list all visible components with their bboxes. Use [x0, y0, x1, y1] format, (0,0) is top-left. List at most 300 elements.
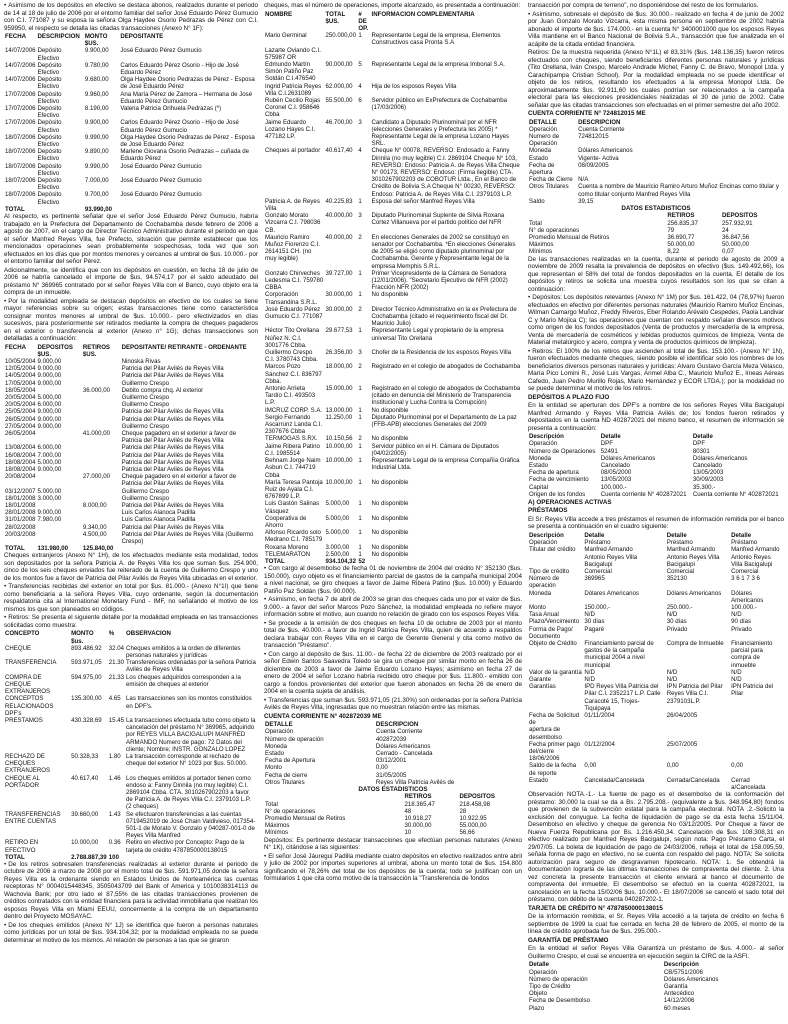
table-cell: 0,00 — [731, 762, 743, 770]
table-cell: Representante Legal de la empresa, Elementos Constructivos casa Pronta S.A — [371, 32, 501, 47]
table-cell: 3.000,00 — [37, 494, 62, 502]
table-cell: DPF — [692, 440, 706, 448]
table-cell: Privado — [666, 625, 688, 633]
column-1 — [4, 2, 258, 1022]
table-cell: 218.458,98 — [459, 800, 491, 808]
column-header: CONCEPTO — [5, 630, 40, 638]
table-row — [264, 728, 522, 735]
table-cell: Retiro en efectivo por Concepto: Pago de la tarjeta de crédito 4787850000138015 — [126, 839, 245, 854]
table-cell: Cuenta Corriente — [578, 125, 625, 133]
table-cell: Mínimos — [529, 248, 553, 256]
column-header: DEPOSITOS $US. — [37, 343, 73, 358]
table-row — [528, 983, 784, 990]
table-cell: Corporación Transandina S.R.L. — [265, 291, 318, 306]
table-cell: N/D — [584, 611, 595, 619]
table-cell: Fecha de Cierre — [529, 176, 573, 184]
table-cell: 27.000,00 — [82, 473, 111, 481]
table-cell — [82, 372, 121, 379]
table-row — [528, 220, 784, 227]
table-row — [264, 551, 522, 558]
table-cell: Patricia del Pilar Avilés de Reyes Villa — [121, 444, 224, 452]
table-row — [264, 363, 522, 385]
table-cell: 39,15 — [578, 197, 594, 205]
table-cell — [324, 47, 357, 61]
table-cell: Reyes Villa Patricia Avilés de — [375, 778, 455, 786]
table-cell: En elecciones Generales de 2002 se constituyó en senador por Cochabamba. *En elecciones Generales de 2005 se eligió como diputado plurinominal por Cochabamba. Gerente y Representante legal de la empresa Memphis S.R.L. — [371, 233, 516, 270]
column-header: MONTO $US. — [84, 33, 108, 48]
table-cell: 50.000,00 — [722, 241, 750, 249]
table-cell: 593.971,05 — [71, 659, 102, 667]
paragraph: Retiros: De la muestra requerida (Anexo N°1L) el 83,31% ($us. 148.136,35) fueron retiros efectuados con cheques, siendo beneficiarios diferentes personas naturales y jurídicas (Tito Orellana, Iván Crespo, Marcelo Andrade Michel, Fanny C. de Bravo, Monopol Ltda. y Carachipampa Cristian School). Por la modalidad empleada no se puede identificar el objeto de los retiros, resultando los efectuados a la empresa Monopol Ltda. De aproximadamente $us. 92.911,60 los cuales podrían ser relacionados a la campaña electoral para las elecciones presidenciales realizadas el 30 de junio de 2002. Cabe señalar que las citadas transacciones son efectuadas en el primer semestre del año 2002. — [528, 49, 784, 109]
paragraph: • El señor José Jáuregui Padilla mediante cuatro depósitos en efectivo realizados entre abril y julio de 2002 por importes superiores al umbral, abona un monto total de $us. 154.800 significando el 78,26% del total de los depósitos de la cuenta; todo se justifican con un formularios 1 que cita como motivo de la transacción la "Transferencia de fondos — [264, 853, 522, 883]
table-row — [4, 134, 258, 148]
table-row — [4, 423, 258, 430]
table-cell: 40.617,40 — [325, 147, 353, 155]
table-cell: Depósito Efectivo — [37, 133, 62, 149]
table-cell: Manfred Armando — [731, 546, 780, 554]
table-cell: 218.365,47 — [404, 800, 435, 808]
table-cell: 14/05/2004 — [5, 372, 36, 380]
column-header: DESCRIPCION — [578, 118, 621, 126]
table-cell: Guillermo Crespo C.I. 3780743 Cbba. — [265, 349, 318, 364]
table-cell: 16/08/2004 — [5, 451, 36, 459]
total-label: TOTAL — [5, 853, 25, 861]
total-value: 93.990,00 — [84, 205, 112, 213]
table-cell: 1 — [358, 550, 362, 558]
table-cell: 30/09/2003 — [692, 476, 724, 484]
table-cell: 39.727,00 — [325, 269, 353, 277]
table-cell: Ana María Pérez de Zamora – Hermana de José Eduardo Pérez Gumucio — [120, 90, 253, 105]
table-cell: Fecha de Desembolso — [529, 997, 590, 1005]
table-cell — [82, 358, 121, 365]
table-cell: 1 — [358, 529, 362, 537]
table-row — [4, 177, 258, 191]
table-cell — [82, 365, 121, 372]
table-cell: Dólares Americanos — [692, 454, 748, 462]
table-cell: 40.617,40 — [71, 774, 99, 782]
table-cell: apertura de desembolso — [529, 726, 562, 741]
column-header: DEPOSITOS — [722, 212, 758, 220]
table-cell: Préstamo — [584, 539, 611, 547]
column-header: DEPOSITOS — [459, 793, 495, 801]
table-row — [528, 575, 784, 589]
table-row — [264, 829, 522, 836]
table-cell: Cancelada/Cancelada — [584, 776, 645, 784]
table-cell: CHEQUE — [5, 644, 32, 652]
table-cell: Depósito Efectivo — [37, 119, 62, 134]
table-row — [4, 62, 258, 76]
table-row — [264, 435, 522, 442]
paragraph: • Asimismo, en fecha 7 de abril de 2003 se giran dos cheques cada uno por el valor de $us. 9.000.- a favor del señor Marcos Pozo Sánchez, la modalidad empleada no refiere mayor información sobre el motivo, aun cuando no relación de girado con los esposos Reyes Villa. — [264, 596, 522, 619]
table-row — [4, 430, 258, 444]
table-cell: 2 — [358, 305, 362, 313]
table-cell — [37, 473, 82, 487]
table-row — [528, 183, 784, 197]
section-heading: TARJETA DE CRÉDITO N° 4787850000138015 — [528, 904, 663, 912]
table-row — [528, 755, 784, 762]
table-cell: 2 — [358, 363, 362, 371]
table-cell: 1 — [358, 197, 362, 205]
column-header: DESCRIPCION — [37, 33, 80, 40]
table-cell: Privado — [731, 625, 752, 633]
table-row — [264, 97, 522, 119]
table-cell: 15.000,00 — [325, 385, 353, 393]
table-cell: Candidato a Diputado Plurinominal por el NFR (elecciones Generales y Prefectura les 2005) * Representante Legal de la empresa Lozano Hayes SRL. — [371, 118, 510, 148]
paragraph: Observación NOTA.-1.- La fuente de pago es el desembolso de la conformación del préstamo: 30.000 la cual se da a Bs. 2.795.208.- (equivalente a $us. 348.954,80) fondos que provienen de la subvención estatal para la campaña electoral. NOTA .2.-Solicitó la exclusión del conyugue. La fecha de liquidación de pago se da esta fecha 15/11/04. Desembolso en efectivo y cheque de gerencia No 03/12/2005. Por Cheque a favor de Nueva Fuerza Republicana por Bs. 1.216.450,34. Cancelación de $us. 108.308,31 en efectivo realizado por Manfred Reyes Bacigalupi, según nota: Pago Préstamo Carta, el 29/07/05. La boleta de liquidación de pago de 24/03/2006, refleja el total de 158.095,59, señala forma de pago en efectivo, no se cuenta con respaldo del pago. NOTA: Se solicita autorización para seguro de desgravamen hipotecario. NOTA: 1. Se obtendrá la documentación lograrla de las últimas transacciones de compraventa del cliente. 2. Una vez concreta la presente transacción el cliente enviará al banco el documento de compraventa del inmueble. El desembolso se efectuó en la cuenta 402872021, la cancelación en la fecha 15/02/06 $us. 10.000.- El 18/07/2006 se canceló el sado total del préstamo, con débito de la cuenta 040287202-1. — [528, 791, 784, 904]
table-cell: 35.300.- — [692, 483, 716, 491]
table-row — [264, 443, 522, 457]
table-cell: Hija de los esposos Reyes Villa — [371, 82, 457, 90]
table-cell: Financiamiento parcial de gastos de la campaña municipal 2004 a nivel municipal — [584, 640, 654, 669]
table-cell: 39.660,00 — [71, 810, 99, 818]
table-row — [4, 191, 258, 205]
section-heading: GARANTÍA DE PRÉSTAMO — [528, 936, 609, 944]
table-cell: 6.000,00 — [37, 401, 62, 409]
table-cell: Representante Legal de la empresa Compañía Gráfica Industrial Ltda. — [371, 457, 520, 472]
table-cell: 55.000,00 — [459, 822, 487, 830]
table-cell: 13/08/2004 — [5, 444, 36, 452]
table-row — [528, 133, 784, 147]
table-cell: Marcos Pozo Sánchez C.I. 836797 Cbba. — [265, 363, 322, 385]
table-cell: 40.225,83 — [325, 197, 353, 205]
table-row — [264, 47, 522, 61]
table-cell: 36.847,56 — [722, 234, 750, 242]
table-cell: 26/04/2005 — [666, 712, 698, 720]
table-cell: 9.000,00 — [37, 379, 62, 387]
column-header: FECHA — [5, 343, 26, 351]
table-cell: 10.000,00 — [325, 478, 353, 486]
table-cell: Patricia del Pilar Avilés de Reyes Villa — [121, 502, 224, 510]
table-cell: Patricia del Pilar Avilés de Reyes Villa — [121, 458, 224, 466]
table-cell: Behnam Jorge Naim Asbun C.I. 744719 Cbba — [265, 457, 321, 479]
table-cell: Comercial — [584, 568, 612, 575]
table-row — [4, 105, 258, 119]
table-cell: 13.000,00 — [325, 406, 353, 414]
table-row — [4, 452, 258, 459]
table-row — [264, 757, 522, 764]
paragraph: De la información remitida, el Sr. Reyes Villa accedió a la tarjeta de crédito en fecha 6 septiembre de 1999 la cual fue cerrada en fecha 28 de febrero de 2005, el monto de la línea de crédito aprobada fue de $us. 295.000.- — [528, 913, 784, 936]
table-cell — [82, 509, 121, 516]
table-row — [4, 502, 258, 509]
paragraph: Adicionalmente, se identifica que con los depósitos en cuestión, en fecha 18 de julio de 2006 se habría cancelado el importe de $us. 94.574,17 por el saldo adeudado del préstamo N° 369965 contratado por el señor Reyes Villa con el Banco, cuyo objeto era la compra de un inmueble. — [4, 266, 258, 297]
table-cell: TRANSFERENCIA — [5, 659, 57, 667]
total-value: 2.788.887,39 — [71, 853, 107, 861]
table-row — [528, 741, 784, 755]
column-header: DEPOSITANTE — [120, 33, 164, 40]
table-cell: Patricia del Pilar Avilés de Reyes Villa — [121, 365, 224, 373]
paragraph: Depósitos: Es pertinente destacar transacciones que efectúan personas naturales (Anexo N° 1K), citándose a las siguientes: — [264, 836, 522, 852]
paragraph: • Por la modalidad empleada se destacan depósitos en efectivo de los cuales se tiene mayor referencias sobre su origen; estas transacciones tiene como característica consignar montos menores al umbral de $us. 10.000.- pero efectivizados en días sucesivos, para posteriormente ser retirados mediante la compra de cheques pagaderos en el exterior o transferencia al exterior (Anexo n° 1G); dichas transacciones son detalladas a continuación: — [4, 298, 258, 343]
table-cell: Depósito Efectivo — [37, 76, 62, 91]
table-cell: 9.900,00 — [84, 119, 109, 127]
table-cell: Estado — [529, 461, 548, 469]
table-cell: Tasa Anual — [529, 611, 559, 619]
table-cell: N/D — [731, 668, 742, 676]
table-cell: PRESTAMOS — [5, 716, 43, 724]
table-cell: 5.000,00 — [37, 487, 62, 495]
table-cell: Gonzalo Chirveches Ledesma C.I. 759780 CBBA — [265, 269, 324, 292]
table-cell: 8,22 — [667, 248, 680, 256]
table-row — [4, 531, 258, 545]
table-cell: Registrado en el colegio de abogados de Cochabamba — [371, 363, 521, 371]
table-cell: 17/07/2006 — [5, 119, 36, 127]
paragraph: Al respecto, es pertinente señalar que el señor José Eduardo Pérez Gumucio, habría trabajado en la Prefectura del Departamento de Cochabamba desde febrero de 2006 a agosto de 2007, en el cargo de Director Técnico Administrativo durante el periodo en que el señor Manfred Reyes Villa, fue Prefecto, situación que permite establecer que los mencionados operaciones sean probablemente sospechosas, toda vez que son efectuados en los días que por montos menores y cercanos al umbral de $us. 10.000.- por el entorno familiar del señor Pérez. — [4, 213, 258, 266]
table-cell: 29.677,53 — [325, 327, 353, 335]
column-header: FECHA — [5, 33, 26, 40]
table-cell: 18/01/2008 — [5, 502, 36, 510]
table-row — [264, 515, 522, 529]
table-cell — [82, 380, 121, 387]
table-cell: Depósito Efectivo — [37, 105, 62, 120]
table-row — [264, 385, 522, 407]
table-cell: Operación — [529, 125, 558, 133]
table-cell: Depósito Efectivo — [37, 90, 62, 105]
table-row — [528, 997, 784, 1004]
table-cell: 9.700,00 — [84, 191, 109, 199]
table-row — [4, 717, 258, 753]
table-cell: José Eduardo Pérez Gumucio — [120, 191, 202, 199]
section-heading: A) OPERACIONES ACTIVAS — [528, 498, 612, 506]
table-cell: Objeto — [529, 990, 547, 998]
column-header: Detalle — [600, 433, 621, 441]
table-cell: 08/09/2005 — [578, 161, 609, 169]
table-cell: Carlos Eduardo Pérez Osorio - Hijo de José Eduardo Pérez — [120, 61, 239, 77]
table-cell: Forma de Pago/ Documento — [529, 625, 573, 640]
paragraph: cheques, mas el número de operaciones, importe alcanzado, es presentada a continuación: — [264, 2, 521, 9]
table-cell: Total — [529, 219, 542, 227]
column-header: RETIROS — [667, 212, 695, 220]
table-cell: 12/05/2004 — [5, 365, 36, 373]
table-row — [528, 604, 784, 611]
table-cell: RETIRO EN EFECTIVO — [5, 839, 39, 854]
table-cell: Operación — [529, 440, 558, 448]
table-row — [4, 659, 258, 673]
table-cell: Préstamo — [666, 539, 693, 547]
table-cell: 08/05/2000 — [600, 469, 632, 477]
paragraph: • Transferencias recibidas del exterior en total por $us. 81.000.- (Anexo N°1I) que tiene como beneficiaria a la señora Reyes Villa, cuyo ordenante, según la documentación respaldatoria cita al International Monetary Fund - IMF, no señalando el motivo de los mismos los que son planeados en códigos. — [4, 583, 258, 613]
table-cell: Fecha de Apertura — [529, 161, 555, 176]
table-cell: Fecha de cierre — [265, 771, 308, 779]
table-cell: Cheque pagadero en el exterior a favor de Patricia del Pilar Avilés de Reyes Villa — [121, 430, 237, 445]
table-cell — [730, 755, 784, 762]
paragraph: El Sr. Reyes Villa accede a tres préstamos el resumen de información remitida por el banco se presenta a continuación en el cuadro siguiente: — [528, 515, 784, 531]
table-row — [528, 554, 784, 568]
table-row — [4, 488, 258, 495]
intro-paragraph: • Asimismo de los depósitos en efectivo se destaca abonos, realizados durante el periodo de 14 al 18 de julio de 2006 por el entorno familiar del señor José Eduardo Pérez Gumucio con C.I. 771087 y su esposa la señora Olga Haydee Osorio Pedrazas de Pérez con C.I. 959950, el respecto se detalla las citadas transacciones (Anexo N° 1F): — [4, 2, 258, 32]
table-cell: 5.000,00 — [325, 529, 350, 537]
table-cell: N/D — [731, 676, 742, 684]
table-cell: Pagaré — [584, 625, 605, 633]
table-cell: 7.000,00 — [37, 451, 62, 459]
table-cell: IPD Reyes Villa Patricia del Pilar C.I. 2352217 L.P. Calle Caracoté 15, Trojes-Tiquipaya — [584, 683, 661, 712]
table-cell: Capital — [529, 483, 548, 491]
table-cell: 10.000,00 — [325, 442, 353, 450]
table-row — [264, 544, 522, 551]
cheque-recipients-table — [264, 11, 522, 566]
table-cell: Debito compra chq. Al exterior — [121, 386, 204, 394]
table-cell: No disponible — [371, 500, 409, 508]
table-cell: 9.900,00 — [84, 47, 109, 55]
table-cell: 3 — [358, 349, 362, 357]
table-cell: 03/12/2007 — [5, 487, 36, 495]
table-row — [4, 459, 258, 466]
table-row — [528, 611, 784, 618]
table-cell: Valor de la garantía — [529, 668, 582, 676]
table-row — [264, 779, 522, 786]
table-cell: 20/05/2004 — [5, 394, 36, 401]
table-cell: Plazo/Vencimiento — [529, 618, 580, 626]
table-cell: Titular del crédito — [529, 546, 576, 554]
table-cell: 3 — [358, 212, 362, 220]
table-row — [4, 509, 258, 516]
table-cell: Mínimos — [265, 829, 289, 837]
table-cell: Valeria Patricia Orihuela Pedrazas (*) — [120, 105, 222, 113]
table-cell: 10/05/2004 — [5, 357, 36, 365]
table-cell: 100.000.- — [600, 483, 627, 491]
column-header: % — [108, 630, 115, 638]
table-cell: Tipo de crédito — [529, 568, 570, 575]
table-cell: Guillermo Crespo — [121, 494, 169, 502]
table-cell: 14/12/2006 — [663, 997, 695, 1005]
table-cell: 3.000,00 — [325, 543, 350, 551]
section-heading: CUENTA CORRIENTE N° 402872039 ME — [264, 712, 382, 720]
table-cell: CHEQUE AL PORTADOR — [5, 774, 40, 789]
table-cell: Fecha primer pago del/cierre — [529, 740, 581, 756]
table-cell — [82, 416, 121, 423]
table-row — [528, 241, 784, 248]
table-row — [4, 401, 258, 408]
table-cell: 352130 — [666, 575, 688, 583]
table-cell: TRANSFERENCIAS ENTRE CUENTAS — [5, 810, 61, 825]
table-cell: 30 días — [584, 618, 605, 626]
total-label: TOTAL — [5, 545, 25, 553]
table-cell: DPF — [600, 440, 613, 448]
table-cell: 1 — [358, 291, 362, 299]
table-cell: 36.690,77 — [667, 234, 695, 242]
table-cell: 0,07 — [722, 248, 734, 256]
table-cell: 80301 — [692, 447, 710, 455]
table-cell: 9.000,00 — [37, 415, 62, 423]
column-header: RETIROS — [404, 793, 432, 801]
table-row — [264, 764, 522, 771]
table-cell: 5.000,00 — [37, 458, 62, 466]
table-cell: 18/07/2006 — [5, 177, 36, 185]
table-cell: Garante — [529, 676, 552, 684]
paragraph: • Depósitos: Los depósitos relevantes (Anexo N° 1M) por $us. 161.422, 04 (78,97%) fueron efectuados en efectivo por diferentes personas naturales (Mauricio Ramiro Muñoz Encinas, Wilman Camargo Muñoz, Freddy Riveros, Eber Rolando Arévalo Cespedes, Paola Landivar C y Mario Mojica C); las operaciones que cuentan con respaldo señalan diversos motivos como origen de los fondos depositados (Venta de productos y mercadería de la empresa, Venta de mercadería de cosméticos y lebidas productos químicos de limpieza, Venta de Material metalúrgico y acero, compra y venta de productos químicos de limpieza). — [528, 294, 784, 347]
table-cell: 10.922,95 — [459, 815, 487, 823]
table-cell: Número de operación — [529, 575, 560, 590]
table-cell: Cerrad a/Cancelada — [731, 776, 766, 792]
table-cell: José Eduardo Pérez Gumucio C.I. 771087 — [265, 305, 323, 321]
table-cell: Dólares Americanos — [600, 454, 656, 462]
table-row — [264, 291, 522, 305]
table-cell: N/A — [578, 176, 589, 184]
table-row — [264, 479, 522, 501]
table-row — [264, 750, 522, 757]
table-row — [528, 726, 784, 740]
table-cell: 724812015 — [578, 132, 609, 140]
table-row — [264, 801, 522, 808]
table-cell — [37, 524, 82, 531]
table-cell: 46.700,00 — [325, 118, 353, 126]
table-cell: 11.250,00 — [325, 413, 353, 421]
table-cell: 48 — [404, 807, 412, 815]
table-cell: 100.000.- — [731, 604, 757, 612]
total-deposits: 131.980,00 — [37, 545, 68, 553]
table-cell: 9.000,00 — [37, 408, 62, 416]
table-cell: 10.918,27 — [404, 815, 432, 823]
table-cell: TERMOGAS S.RX. — [265, 435, 318, 443]
table-cell: RECHAZO DE CHEQUES EXTRANJEROS — [5, 752, 51, 775]
table-cell: Servidor público en ExPrefectura de Cochabamba (17/03/2006) — [371, 96, 508, 112]
table-row — [264, 198, 522, 212]
table-cell: Jaime Ribera Patino C.I. 1985514 — [265, 442, 320, 457]
table-cell: Representante Legal y propietario de la empresa universal Tito Orellana — [371, 327, 504, 342]
table-cell: Antonio Reyes Villa Bacigalupi — [584, 553, 638, 568]
table-cell: 1 — [358, 514, 362, 522]
table-cell: Monto — [265, 764, 282, 772]
table-cell: Ingrid Patricia Reyes Villa C.I.2631089 — [265, 82, 322, 97]
table-cell: 9.000,00 — [37, 372, 62, 380]
table-cell: 9.000,00 — [37, 365, 62, 373]
table-cell: 90 días — [731, 618, 752, 626]
paragraph: De las transacciones realizadas en la cuenta, durante el periodo de agosto de 2009 a noviembre de 2009 resalta la prevalencia de depósitos en efectivo ($us. 149.492,66), los que representan el 58% del total de fondos depositados en la cuenta. El detalle de los depósitos y retiros se solicita una muestra cuyos resultados son los que se citan a continuación: — [528, 255, 784, 293]
table-cell: 62.000,00 — [325, 82, 353, 90]
table-cell: 5.000,00 — [37, 394, 62, 401]
table-cell: Dólares Americanos — [663, 975, 719, 983]
table-cell: 9.990,00 — [84, 133, 109, 141]
table-row — [264, 529, 522, 536]
table-cell: Depósito Efectivo — [37, 177, 62, 192]
table-cell — [82, 466, 121, 473]
table-cell: Héctor Tito Orellana Núñez N. C.I. 3001776 Cbba. — [265, 327, 320, 349]
table-cell: 0,00 — [375, 764, 388, 772]
table-cell: 18/07/2006 — [5, 148, 36, 156]
table-cell: 01/12/2004 — [584, 740, 615, 748]
table-row — [528, 448, 784, 455]
column-header: OBSERVACION — [126, 630, 171, 638]
table-row — [4, 163, 258, 177]
table-cell: Tipo de Crédito — [529, 982, 571, 990]
table-cell: 402872039 — [375, 735, 407, 743]
table-row — [528, 476, 784, 483]
table-cell: 13/05/2003 — [600, 476, 632, 484]
table-cell: 30.000,00 — [325, 291, 353, 299]
table-cell — [82, 408, 121, 415]
total-withdrawals: 125.840,00 — [82, 545, 114, 553]
table-cell: 1 — [358, 543, 362, 551]
column-header: RETIROS $US. — [82, 343, 110, 358]
table-cell: Los cheques adquiridos corresponden a la emisión de cheques al exterior — [126, 673, 241, 688]
table-cell: 18/01/2008 — [5, 494, 36, 502]
table-row — [264, 327, 522, 349]
table-cell: 369965 — [584, 575, 605, 583]
total-ops: 52 — [358, 557, 366, 565]
table-row — [4, 394, 258, 401]
stats-table — [528, 212, 784, 255]
table-cell: Las transacciones son los montos constituidos en DPF's. — [126, 695, 252, 710]
table-cell: 0.36 — [108, 839, 121, 847]
table-cell: N/D — [731, 611, 742, 619]
table-cell: CB/5751/2006 — [663, 968, 703, 976]
table-row — [264, 234, 522, 270]
table-cell: Dólares Americanos — [666, 589, 722, 597]
table-cell: Transferencias ordenadas por la señora Patricia Avilés de Reyes Villa — [126, 659, 256, 674]
table-cell: Fecha de apertura — [529, 469, 579, 477]
table-cell: 90.000,00 — [325, 60, 353, 68]
table-cell: Cheque N° 00078, REVERSO: Endosado a: Fanny Dinnila (no muy legible) C.I. 2869104 Cheque N° 103, REVERSO: Endoso: Patricia A. de Reyes Villa Cheque N° 00173, REVERSO: Endoso: (Firma ilegible) CTA. 3010267902203 de COBOTUR Ltda., En el Banco de Crédito de Bolivia S.A Cheque N° 00230, REVERSO: Endoso: Patricia A. de Reyes Villa C.I. 2379103 L.P. — [371, 147, 520, 198]
table-row — [4, 76, 258, 90]
